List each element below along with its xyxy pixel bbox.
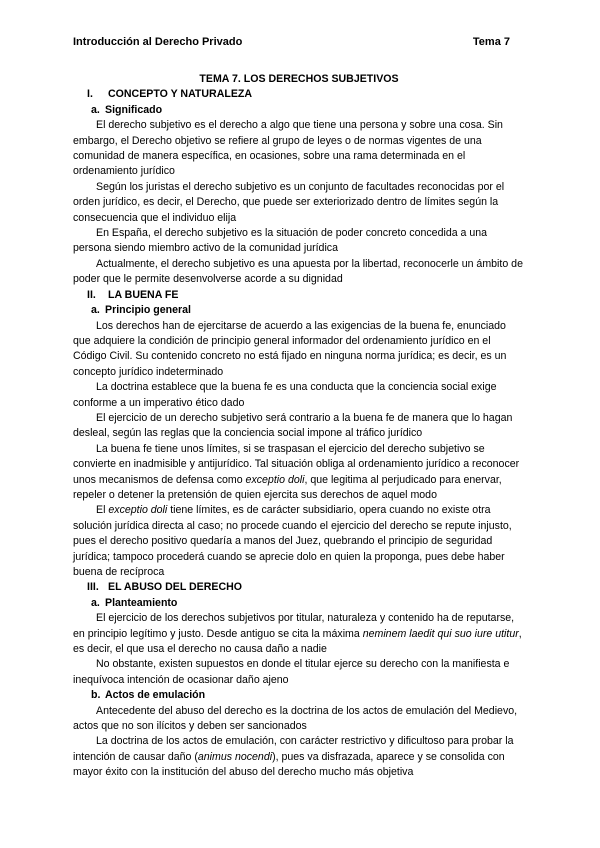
paragraph: El ejercicio de un derecho subjetivo será contrario a la buena fe de manera que lo hagan desleal, según las reglas que la conciencia social impone al tráfico jurídico bbox=[73, 411, 513, 440]
subsection-heading bbox=[73, 596, 525, 611]
paragraph: La doctrina establece que la buena fe es una conducta que la conciencia social exige conforme a un imperativo ético dado bbox=[73, 381, 497, 409]
latin-term: exceptio doli bbox=[108, 504, 168, 517]
subsection-letter: a. bbox=[91, 596, 100, 609]
topic-label: Tema 7 bbox=[472, 36, 510, 48]
subsection-title: Planteamiento bbox=[105, 596, 178, 609]
paragraph: El derecho subjetivo es el derecho a algo que tiene una persona y sobre una cosa. Sin embargo, el Derecho objetivo se refiere al grupo de leyes o de normas vigentes de una comunidad de manera específica, en ocasiones, sobre una rama determinada en el ordenamiento jurídico bbox=[73, 119, 503, 178]
paragraph-text: El bbox=[96, 504, 109, 517]
paragraph-text: La buena fe tiene unos límites, si se traspasan el ejercicio del derecho subjetivo se convierte en inadmisible y antijurídico. Tal situación obliga al ordenamiento jurídico a reconocer unos mecanismos de defensa como bbox=[73, 442, 520, 486]
subsection-title: Principio general bbox=[105, 304, 191, 317]
section-number: II. bbox=[87, 288, 96, 301]
paragraph bbox=[73, 734, 525, 780]
subsection-title: Actos de emulación bbox=[105, 689, 206, 702]
latin-term: animus nocendi bbox=[197, 750, 273, 763]
section-heading-2 bbox=[73, 288, 525, 303]
section-number: I. bbox=[87, 88, 93, 101]
section-heading-1 bbox=[73, 87, 525, 102]
section-title: LA BUENA FE bbox=[108, 288, 179, 301]
section-heading-3 bbox=[73, 580, 525, 595]
paragraph-text: , es decir, el que usa el derecho no causa daño a nadie bbox=[73, 627, 522, 656]
course-title: Introducción al Derecho Privado bbox=[73, 36, 243, 48]
paragraph bbox=[73, 442, 525, 504]
paragraph-text: La doctrina de los actos de emulación, con carácter restrictivo y dificultoso para probar la intención de causar daño ( bbox=[73, 735, 514, 763]
paragraph-text: , que legitima al perjudicado para enervar, repeler o detener la pretensión de quien ejercita sus derechos de aquel modo bbox=[73, 473, 502, 501]
subsection-heading bbox=[73, 303, 525, 318]
paragraph-text: El ejercicio de los derechos subjetivos por titular, naturaleza y contenido ha de reputarse, en principio legítimo y justo. Desde antiguo se cita la máxima bbox=[73, 612, 515, 640]
paragraph: Según los juristas el derecho subjetivo es un conjunto de facultades reconocidas por el orden jurídico, es decir, el Derecho, que puede ser exteriorizado dentro de límites según la consecuencia que el individuo elija bbox=[73, 180, 505, 224]
paragraph-text: tiene límites, es de carácter subsidiario, opera cuando no existe otra solución jurídica directa al caso; no procede cuando el ejercicio del derecho se repute injusto, pues el derecho positivo quedaría a manos del Juez, quebrando el principio de seguridad jurídica; tampoco procederá cuando se aprecie dolo en quien la proponga, pues debe haber buena de recíproca bbox=[73, 504, 512, 578]
subsection-heading bbox=[73, 103, 525, 118]
latin-term: neminem laedit qui suo iure utitur bbox=[362, 627, 519, 640]
paragraph: En España, el derecho subjetivo es la situación de poder concreto concedida a una persona siendo miembro activo de la comunidad jurídica bbox=[73, 227, 488, 255]
document-title: TEMA 7. LOS DERECHOS SUBJETIVOS bbox=[199, 73, 399, 85]
section-title: EL ABUSO DEL DERECHO bbox=[108, 581, 243, 594]
section-title: CONCEPTO Y NATURALEZA bbox=[108, 88, 253, 101]
subsection-letter: a. bbox=[91, 103, 100, 116]
subsection-letter: a. bbox=[91, 304, 100, 317]
paragraph: No obstante, existen supuestos en donde el titular ejerce su derecho con la manifiesta e inequívoca intención de ocasionar daño ajeno bbox=[73, 658, 510, 686]
subsection-letter: b. bbox=[91, 689, 101, 702]
latin-term: exceptio doli bbox=[245, 473, 305, 486]
subsection-title: Significado bbox=[105, 103, 163, 116]
paragraph bbox=[73, 611, 525, 657]
paragraph: Los derechos han de ejercitarse de acuerdo a las exigencias de la buena fe, enunciado que adquiere la condición de principio general informador del ordenamiento jurídico en el Código Civil. Su contenido concreto no está fijado en ninguna norma jurídica; es decir, es un concepto jurídico indeterminado bbox=[73, 319, 507, 378]
section-number: III. bbox=[87, 581, 99, 594]
paragraph-text: ), pues va disfrazada, aparece y se consolida con mayor éxito con la institución del abuso del derecho mucho más objetiva bbox=[73, 750, 505, 779]
paragraph bbox=[73, 503, 525, 580]
subsection-heading bbox=[73, 688, 525, 703]
paragraph: Antecedente del abuso del derecho es la doctrina de los actos de emulación del Medievo, actos que no son ilícitos y deben ser sancionados bbox=[73, 704, 518, 733]
paragraph: Actualmente, el derecho subjetivo es una apuesta por la libertad, reconocerle un ámbito de poder que le permite desenvolverse acorde a su dignidad bbox=[73, 257, 523, 286]
page-header bbox=[73, 36, 510, 50]
document-body bbox=[73, 72, 525, 781]
